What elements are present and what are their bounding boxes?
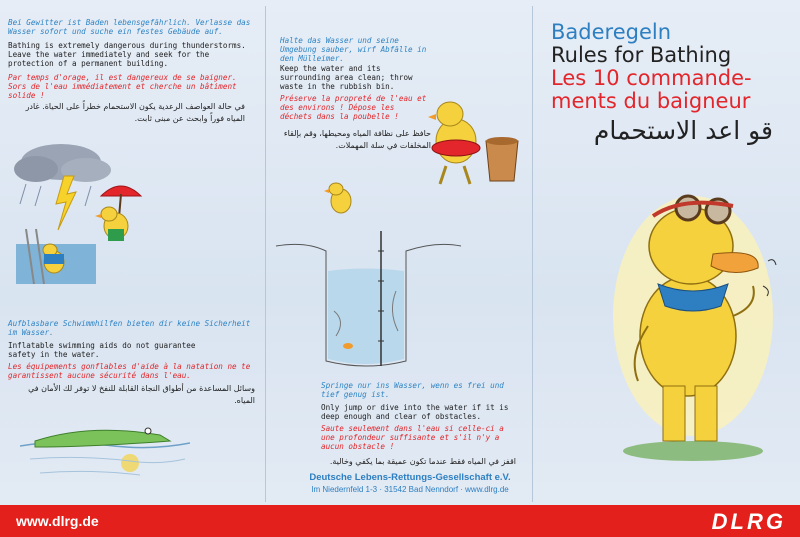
panel-clean-water-and-jumping <box>266 6 533 502</box>
rule3-french: Préserve la propreté de l'eau et des environs ! Dépose les déchets dans la poubelle ! <box>280 94 427 122</box>
rule3-german: Halte das Wasser und seine Umgebung sauber, wirf Abfälle in den Mülleimer. <box>280 36 427 64</box>
thunderstorm-duck-illustration <box>6 134 166 294</box>
rule4-german: Springe nur ins Wasser, wenn es frei und tief genug ist. <box>321 381 504 400</box>
rule4-arabic: اقفز في المياه فقط عندما تكون عميقة بما يكفي وخالية. <box>329 457 516 466</box>
rule1-arabic: في حالة العواصف الرعدية يكون الاستحمام خطراً على الحياة. غادر المياه فوراً وابحث عن مبنى ثابت. <box>25 102 245 123</box>
rule4-french: Saute seulement dans l'eau si celle-ci a une profondeur suffisante et s'il n'y a aucun obstacle ! <box>321 424 504 452</box>
footer-bar <box>0 505 800 537</box>
rule1-french: Par temps d'orage, il est dangereux de se baigner. Sors de l'eau immédiatement et cherche un bâtiment solide ! <box>8 73 237 101</box>
rule1-english: Bathing is extremely dangerous during thunderstorms. Leave the water immediately and seek for the protection of a permanent building. <box>8 41 246 69</box>
dlrg-logo: DLRG <box>711 509 786 534</box>
organization-address: Im Niedernfeld 1-3 · 31542 Bad Nenndorf · www.dlrg.de <box>311 485 509 494</box>
rule3-english: Keep the water and its surrounding area clean; throw waste in the rubbish bin. <box>280 64 413 92</box>
rule1-german: Bei Gewitter ist Baden lebensgefährlich. Verlasse das Wasser sofort und suche ein festes Gebäude auf. <box>8 18 251 37</box>
rule2-arabic: وسائل المساعدة من أطواق النجاة القابلة للنفخ لا توفر لك الأمان في المياه. <box>28 384 255 405</box>
lifeguard-duck-illustration <box>593 166 793 466</box>
crocodile-float-illustration <box>20 411 190 491</box>
cover-title-arabic: قو اعد الاستحمام <box>593 116 773 145</box>
cover-panel <box>533 6 800 502</box>
rule2-german: Aufblasbare Schwimmhilfen bieten dir keine Sicherheit im Wasser. <box>8 319 251 338</box>
rule3-arabic: حافظ على نظافة المياه ومحيطها، وقم بإلقاء المخلفات في سلة المهملات. <box>283 129 431 150</box>
organization-name: Deutsche Lebens-Rettungs-Gesellschaft e.V. <box>309 472 511 483</box>
cover-title-german: Baderegeln <box>551 20 672 44</box>
panel-thunderstorm-and-swim-aids <box>0 6 266 502</box>
jumping-duck-depth-illustration <box>266 171 466 371</box>
cover-title-french: Les 10 commande-ments du baigneur <box>551 66 752 113</box>
organization-block <box>300 472 520 494</box>
rule4-english: Only jump or dive into the water if it is deep enough and clear of obstacles. <box>321 403 509 422</box>
rule2-french: Les équipements gonflables d'aide à la natation ne te garantissent aucune sécurité dans l'eau. <box>8 362 251 381</box>
rule2-english: Inflatable swimming aids do not guarantee safety in the water. <box>8 341 196 360</box>
footer-url[interactable]: www.dlrg.de <box>16 513 99 529</box>
cover-title-english: Rules for Bathing <box>551 43 732 67</box>
